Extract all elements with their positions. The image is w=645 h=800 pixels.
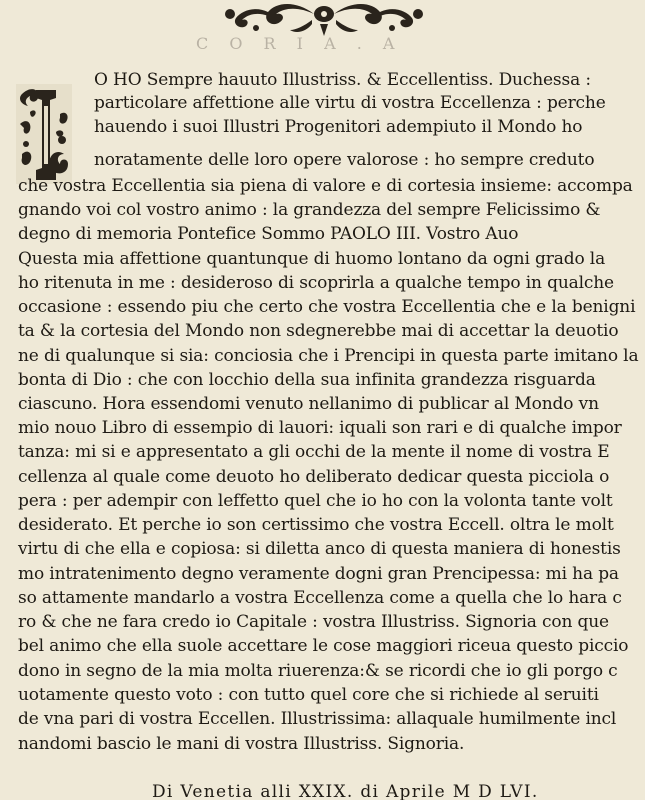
- text-line: ho ritenuta in me : desideroso di scoprirla a qualche tempo in qualche: [18, 273, 614, 293]
- text-line: desiderato. Et perche io son certissimo che vostra Eccell. oltra le molt: [18, 515, 614, 535]
- faint-reverse-text: C O R I A . A: [196, 34, 403, 53]
- date-signoff: Di Venetia alli XXIX. di Aprile M D LVI.: [152, 782, 539, 800]
- text-line: so attamente mandarlo a vostra Eccellenza come a quella che lo hara c: [18, 588, 622, 608]
- text-line: O HO Sempre hauuto Illustriss. & Eccellentiss. Duchessa :: [94, 70, 591, 90]
- text-line: gnando voi col vostro animo : la grandezza del sempre Felicissimo &: [18, 200, 601, 220]
- text-line: occasione : essendo piu che certo che vostra Eccellentia che e la benigni: [18, 297, 636, 317]
- text-line: noratamente delle loro opere valorose : ho sempre creduto: [94, 150, 595, 170]
- ornamental-woodcut-initial-icon: [16, 84, 72, 184]
- headpiece-ornament: [0, 0, 645, 44]
- text-line: uotamente questo voto : con tutto quel core che si richiede al seruiti: [18, 685, 599, 705]
- fleuron-headpiece-icon: [216, 0, 432, 40]
- text-line: particolare affettione alle virtu di vostra Eccellenza : perche: [94, 93, 606, 113]
- text-line: ta & la cortesia del Mondo non sdegnerebbe mai di accettar la deuotio: [18, 321, 619, 341]
- text-line: bel animo che ella suole accettare le cose maggiori riceua questo piccio: [18, 636, 629, 656]
- text-line: mio nouo Libro di essempio di lauori: iquali son rari e di qualche impor: [18, 418, 622, 438]
- text-line: pera : per adempir con leffetto quel che io ho con la volonta tante volt: [18, 491, 613, 511]
- text-line: de vna pari di vostra Eccellen. Illustrissima: allaquale humilmente incl: [18, 709, 617, 729]
- text-line: virtu di che ella e copiosa: si diletta anco di questa maniera di honestis: [18, 539, 621, 559]
- text-line: degno di memoria Pontefice Sommo PAOLO III. Vostro Auo: [18, 224, 519, 244]
- text-line: bonta di Dio : che con locchio della sua infinita grandezza risguarda: [18, 370, 596, 390]
- text-line: cellenza al quale come deuoto ho deliberato dedicar questa picciola o: [18, 467, 610, 487]
- text-line: ro & che ne fara credo io Capitale : vostra Illustriss. Signoria con que: [18, 612, 609, 632]
- text-line: Questa mia affettione quantunque di huomo lontano da ogni grado la: [18, 249, 606, 269]
- decorated-initial-I: [16, 84, 72, 184]
- text-line: ne di qualunque si sia: conciosia che i Prencipi in questa parte imitano la: [18, 346, 639, 366]
- text-line: ciascuno. Hora essendomi venuto nellanimo di publicar al Mondo vn: [18, 394, 599, 414]
- text-line: mo intratenimento degno veramente dogni gran Prencipessa: mi ha pa: [18, 564, 619, 584]
- text-line: tanza: mi si e appresentato a gli occhi de la mente il nome di vostra E: [18, 442, 610, 462]
- text-line: dono in segno de la mia molta riuerenza:& se ricordi che io gli porgo c: [18, 661, 618, 681]
- text-line: nandomi bascio le mani di vostra Illustriss. Signoria.: [18, 734, 465, 754]
- text-line: che vostra Eccellentia sia piena di valore e di cortesia insieme: accompa: [18, 176, 633, 196]
- text-line: hauendo i suoi Illustri Progenitori adempiuto il Mondo ho: [94, 117, 583, 137]
